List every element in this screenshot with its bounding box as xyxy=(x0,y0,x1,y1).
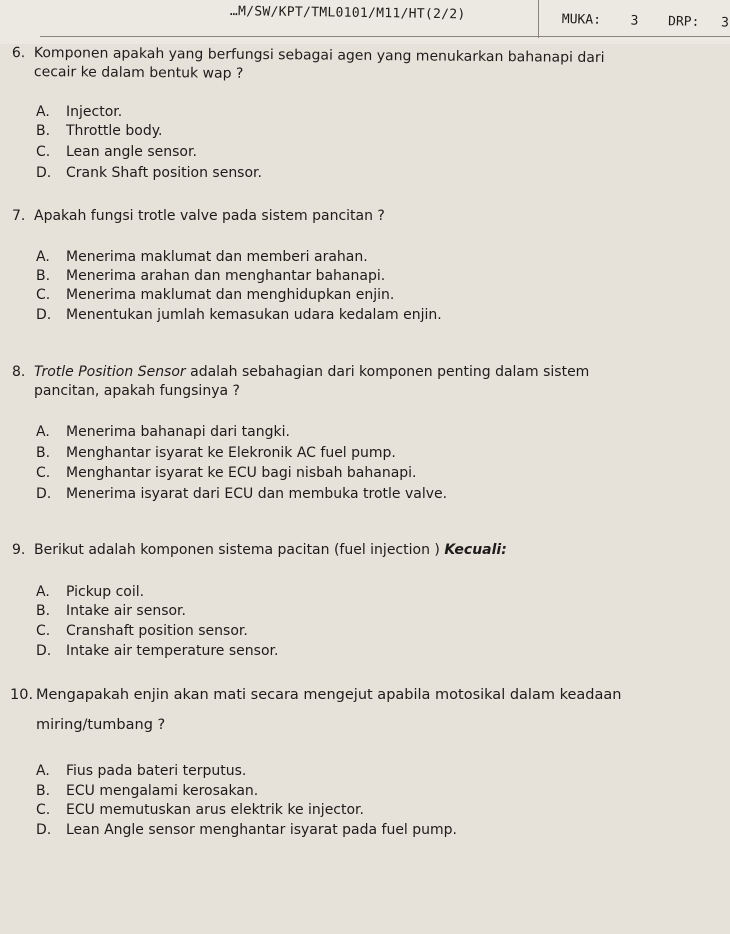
option-letter: C. xyxy=(36,623,51,639)
option-letter: B. xyxy=(36,603,51,619)
question-text-rest: adalah sebahagian dari komponen penting dalam sistem xyxy=(185,364,590,380)
option-letter: D. xyxy=(36,643,52,659)
question-text-continued: cecair ke dalam bentuk wap ? xyxy=(33,63,244,82)
question-number: 9. xyxy=(12,542,26,558)
option-text: Menghantar isyarat ke ECU bagi nisbah bahanapi. xyxy=(66,465,417,481)
question-number: 10. xyxy=(10,687,34,703)
option-text: Crank Shaft position sensor. xyxy=(66,165,262,181)
option-text: Menghantar isyarat ke Elekronik AC fuel pump. xyxy=(66,445,396,461)
option-text: Injector. xyxy=(66,104,123,120)
option-letter: B. xyxy=(36,783,51,799)
question-keyword-bold: Kecuali: xyxy=(444,542,507,558)
option-text: Pickup coil. xyxy=(66,584,145,600)
muka-value: 3 xyxy=(630,13,639,29)
option-letter: B. xyxy=(36,445,51,461)
question-term-italic: Trotle Position Sensor xyxy=(34,364,186,380)
option-letter: B. xyxy=(36,268,51,284)
question-number: 7. xyxy=(12,208,26,224)
option-letter: A. xyxy=(36,584,50,600)
option-text: ECU memutuskan arus elektrik ke injector. xyxy=(66,802,364,818)
option-text: Menerima maklumat dan memberi arahan. xyxy=(66,249,368,265)
option-text: Throttle body. xyxy=(66,123,163,139)
option-text: Menerima arahan dan menghantar bahanapi. xyxy=(66,268,386,284)
option-text: Menentukan jumlah kemasukan udara kedalam enjin. xyxy=(66,307,442,323)
question-text xyxy=(34,363,589,381)
option-text: Lean angle sensor. xyxy=(66,144,197,160)
option-letter: A. xyxy=(36,249,50,265)
question-text: Mengapakah enjin akan mati secara mengejut apabila motosikal dalam keadaan xyxy=(36,687,622,703)
question-number: 8. xyxy=(12,364,26,380)
question-text-continued: pancitan, apakah fungsinya ? xyxy=(34,383,240,399)
option-letter: B. xyxy=(36,123,51,139)
drp-label: DRP: xyxy=(667,14,700,30)
document-reference-code: …M/SW/KPT/TML0101/M11/HT(2/2) xyxy=(229,4,466,23)
option-letter: D. xyxy=(36,307,52,323)
question-text xyxy=(34,541,507,559)
drp-value: 3 xyxy=(720,15,730,31)
question-text-main: Berikut adalah komponen sistema pacitan (fuel injection ) xyxy=(34,542,445,558)
option-text: Menerima isyarat dari ECU dan membuka trotle valve. xyxy=(66,486,448,502)
option-letter: C. xyxy=(36,144,51,160)
question-text: Komponen apakah yang berfungsi sebagai agen yang menukarkan bahanapi dari xyxy=(33,44,605,66)
option-text: Intake air sensor. xyxy=(66,603,186,619)
option-text: Cranshaft position sensor. xyxy=(66,623,248,639)
option-text: Intake air temperature sensor. xyxy=(66,643,279,659)
option-text: Fius pada bateri terputus. xyxy=(66,763,247,779)
question-text-continued: miring/tumbang ? xyxy=(36,717,166,733)
option-text: Lean Angle sensor menghantar isyarat pada fuel pump. xyxy=(66,822,458,838)
question-number: 6. xyxy=(11,44,26,62)
option-letter: A. xyxy=(36,424,50,440)
option-letter: D. xyxy=(36,486,52,502)
option-letter: A. xyxy=(36,104,50,120)
option-text: Menerima bahanapi dari tangki. xyxy=(66,424,290,440)
option-letter: C. xyxy=(36,465,51,481)
muka-label: MUKA: xyxy=(561,12,602,28)
option-letter: C. xyxy=(36,802,51,818)
option-letter: A. xyxy=(36,763,50,779)
option-letter: D. xyxy=(36,165,52,181)
option-text: ECU mengalami kerosakan. xyxy=(66,783,259,799)
option-letter: C. xyxy=(36,287,51,303)
question-text: Apakah fungsi trotle valve pada sistem pancitan ? xyxy=(34,208,385,224)
option-letter: D. xyxy=(36,822,52,838)
option-text: Menerima maklumat dan menghidupkan enjin. xyxy=(66,287,395,303)
